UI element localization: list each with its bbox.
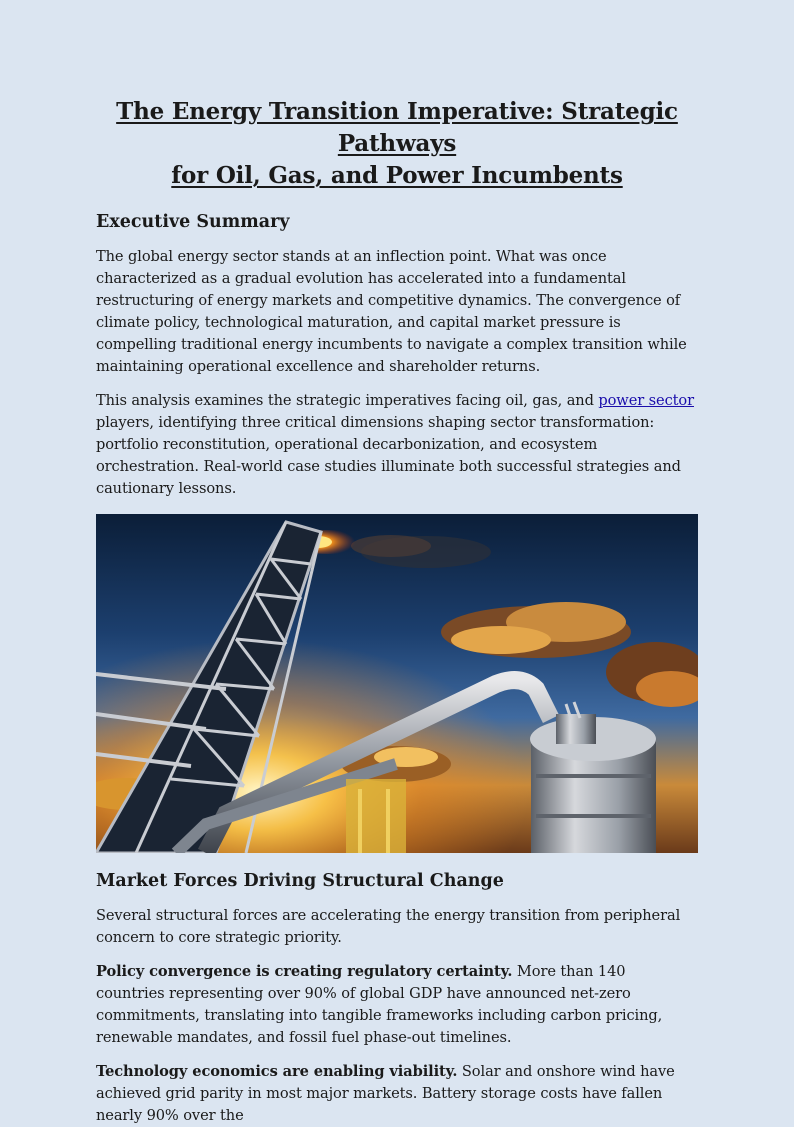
paragraph-2-text-end: players, identifying three critical dimensions shaping sector transformation: portfolio reconstitution, operational decarbonization, and ecosystem orchestration. Real-world case studies illuminate both successful strategies and cautionary lessons.: [96, 414, 681, 497]
document-title-line-2: for Oil, Gas, and Power Incumbents: [171, 162, 623, 189]
document-title-line-1: The Energy Transition Imperative: Strategic Pathways: [116, 98, 678, 157]
document-content: [96, 96, 698, 1127]
technology-economics-paragraph: [96, 1061, 698, 1127]
executive-summary-paragraph-1: The global energy sector stands at an inflection point. What was once characterized as a gradual evolution has accelerated into a fundamental restructuring of energy markets and competitive dynamics. The convergence of climate policy, technological maturation, and capital market pressure is compelling traditional energy incumbents to navigate a complex transition while maintaining operational excellence and shareholder returns.: [96, 248, 687, 375]
market-forces-heading: Market Forces Driving Structural Change: [96, 871, 504, 891]
technology-economics-lead: Technology economics are enabling viability.: [96, 1063, 458, 1080]
policy-convergence-paragraph: [96, 961, 698, 1049]
executive-summary-heading: Executive Summary: [96, 212, 290, 232]
executive-summary-paragraph-2: [96, 390, 698, 500]
document-title: [96, 96, 698, 192]
storage-vessel: [530, 702, 656, 853]
technology-economics-text: Solar and onshore wind have achieved grid parity in most major markets. Battery storage costs have fallen nearly 90% over the: [96, 1063, 675, 1124]
power-sector-link[interactable]: power sector: [598, 392, 694, 409]
oil-rig-sunset-photo: [96, 514, 698, 853]
policy-convergence-text: More than 140 countries representing over 90% of global GDP have announced net-zero commitments, translating into tangible frameworks including carbon pricing, renewable mandates, and fossil fuel phase-out timelines.: [96, 963, 663, 1046]
paragraph-2-text-start: This analysis examines the strategic imperatives facing oil, gas, and: [96, 392, 599, 409]
policy-convergence-lead: Policy convergence is creating regulatory certainty.: [96, 963, 513, 980]
market-forces-intro: Several structural forces are accelerating the energy transition from peripheral concern to core strategic priority.: [96, 907, 681, 946]
